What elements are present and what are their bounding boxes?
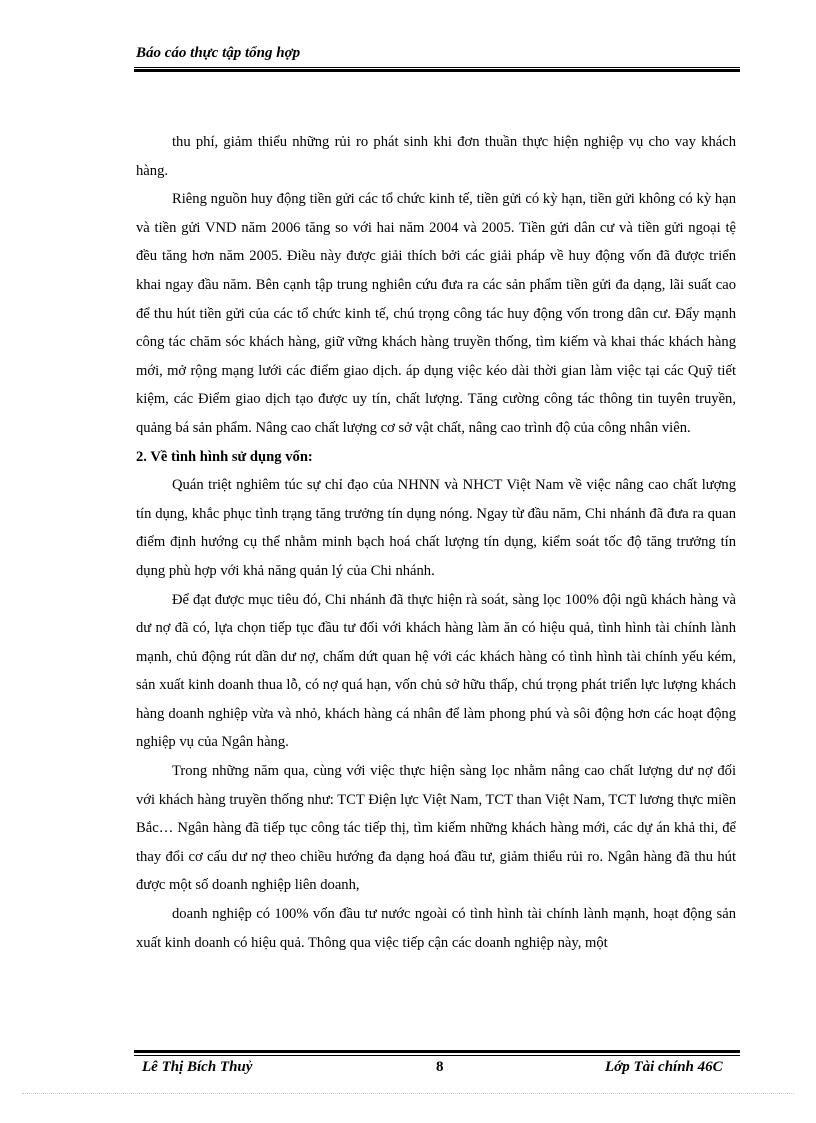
- paragraph-4: Để đạt được mục tiêu đó, Chi nhánh đã thực hiện rà soát, sàng lọc 100% đội ngũ khách hàng và dư nợ đã có, lựa chọn tiếp tục đầu tư đối với khách hàng làm ăn có hiệu quả, tình hình tài chính lành mạnh, chủ động rút dần dư nợ, chấm dứt quan hệ với các khách hàng có tình hình tài chính yếu kém, sản xuất kinh doanh thua lỗ, có nợ quá hạn, vốn chủ sở hữu thấp, chú trọng phát triển lực lượng khách hàng doanh nghiệp vừa và nhỏ, khách hàng cá nhân để làm phong phú và sôi động hơn các hoạt động nghiệp vụ của Ngân hàng.: [136, 591, 736, 751]
- footer-rule-thin: [134, 1055, 740, 1056]
- header-rule-thin: [134, 67, 740, 68]
- paragraph-2: Riêng nguồn huy động tiền gửi các tổ chức kinh tế, tiền gửi có kỳ hạn, tiền gửi không có kỳ hạn và tiền gửi VND năm 2006 tăng so với hai năm 2004 và 2005. Tiền gửi dân cư và tiền gửi ngoại tệ đều tăng hơn năm 2005. Điều này được giải thích bởi các giải pháp về huy động vốn đã được triển khai ngay đầu năm. Bên cạnh tập trung nghiên cứu đưa ra các sản phẩm tiền gửi đa dạng, lãi suất cao để thu hút tiền gửi của các tổ chức kinh tế, chú trọng công tác huy động vốn trong dân cư. Đẩy mạnh công tác chăm sóc khách hàng, giữ vững khách hàng truyền thống, tìm kiếm và khai thác khách hàng mới, mở rộng mạng lưới các điểm giao dịch. áp dụng việc kéo dài thời gian làm việc tại các Quỹ tiết kiệm, các Điểm giao dịch tạo được uy tín, chất lượng. Tăng cường công tác thông tin tuyên truyền, quảng bá sản phẩm. Nâng cao chất lượng cơ sở vật chất, nâng cao trình độ của công nhân viên.: [136, 191, 736, 436]
- footer-author: Lê Thị Bích Thuỷ: [142, 1059, 253, 1075]
- paragraph-3: Quán triệt nghiêm túc sự chỉ đạo của NHNN và NHCT Việt Nam về việc nâng cao chất lượng tín dụng, khắc phục tình trạng tăng trưởng tín dụng nóng. Ngay từ đầu năm, Chi nhánh đã đưa ra quan điểm định hướng cụ thể nhằm minh bạch hoá chất lượng tín dụng, kiểm soát tốc độ tăng trưởng tín dụng phù hợp với khả năng quản lý của Chi nhánh.: [136, 477, 736, 579]
- body-text: [136, 128, 736, 957]
- footer-page-number: 8: [436, 1059, 444, 1075]
- footer-rule-thick: [134, 1050, 740, 1053]
- footer-class-name: Lớp Tài chính 46C: [605, 1059, 723, 1075]
- paragraph-1: thu phí, giảm thiểu những rủi ro phát sinh khi đơn thuần thực hiện nghiệp vụ cho vay khách hàng.: [136, 134, 736, 179]
- section-heading: 2. Về tình hình sử dụng vốn:: [136, 448, 313, 465]
- footer-dotted-line: [22, 1093, 794, 1094]
- header-rule-thick: [134, 69, 740, 72]
- header-title: Báo cáo thực tập tổng hợp: [136, 45, 301, 61]
- paragraph-5: Trong những năm qua, cùng với việc thực hiện sàng lọc nhằm nâng cao chất lượng dư nợ đối với khách hàng truyền thống như: TCT Điện lực Việt Nam, TCT than Việt Nam, TCT lương thực miền Bắc… Ngân hàng đã tiếp tục công tác tiếp thị, tìm kiếm những khách hàng mới, các dự án khả thi, để thay đổi cơ cấu dư nợ theo chiều hướng đa dạng hoá đầu tư, giảm thiểu rủi ro. Ngân hàng đã thu hút được một số doanh nghiệp liên doanh,: [136, 763, 736, 894]
- paragraph-6: doanh nghiệp có 100% vốn đầu tư nước ngoài có tình hình tài chính lành mạnh, hoạt động sản xuất kinh doanh có hiệu quả. Thông qua việc tiếp cận các doanh nghiệp này, một: [136, 906, 736, 951]
